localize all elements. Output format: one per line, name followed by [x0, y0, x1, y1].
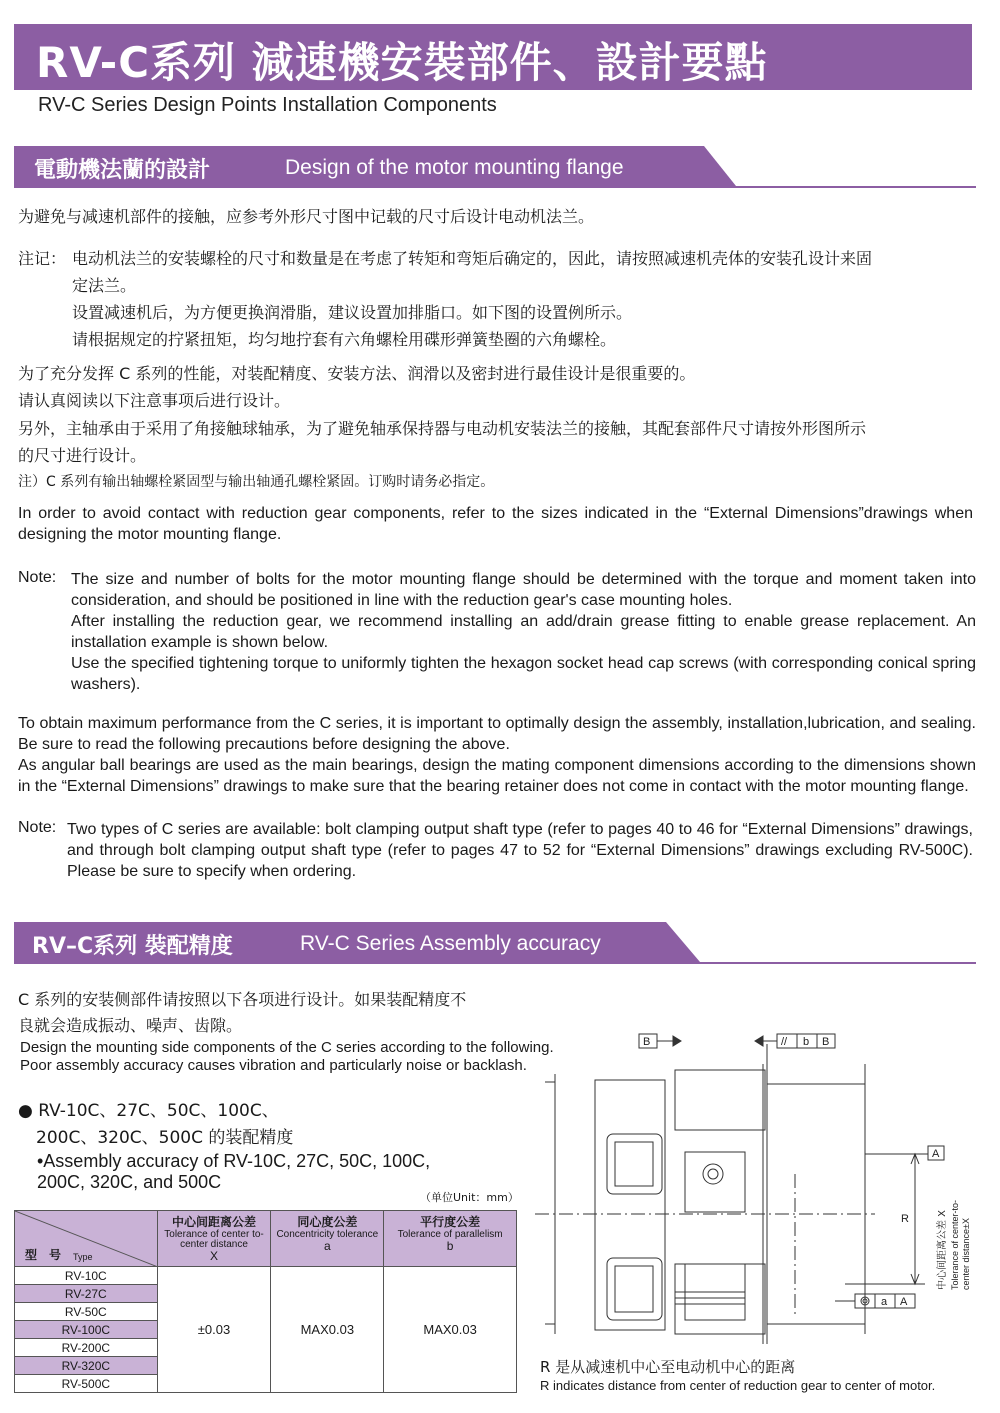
table-row-type: RV-320C	[15, 1357, 158, 1375]
col-concentricity-header	[271, 1211, 384, 1267]
table-row-type: RV-27C	[15, 1285, 158, 1303]
side-label-en-2: center distance±X	[961, 1218, 971, 1290]
caption-en: R indicates distance from center of reduction gear to center of motor.	[540, 1378, 936, 1393]
datum-a-label: A	[932, 1148, 940, 1160]
table-row-type: RV-500C	[15, 1375, 158, 1393]
value-concentricity: MAX0.03	[271, 1267, 384, 1393]
en-note2-label: Note:	[18, 819, 57, 836]
type-header-cn: 型 号	[25, 1248, 62, 1262]
parallel-datum-label: B	[822, 1036, 830, 1048]
side-label-en-1: Tolerance of center-to-	[950, 1199, 960, 1290]
section2-underline	[14, 962, 976, 964]
cn-paragraph-2-line-2: 请认真阅读以下注意事项后进行设计。	[18, 391, 291, 410]
col3-cn: 平行度公差	[420, 1215, 481, 1229]
page-title: RV-C系列 減速機安裝部件、設計要點	[36, 38, 768, 87]
col1-en: Tolerance of center to-center distance	[164, 1229, 264, 1250]
r-dimension-label: R	[901, 1213, 909, 1225]
concentricity-datum-label: A	[900, 1296, 908, 1308]
cn-note-line-4: 请根据规定的拧紧扭矩，均匀地拧套有六角螺栓用碟形弹簧垫圈的六角螺栓。	[72, 330, 617, 349]
bullet-cn-line-2: 200C、320C、500C 的装配精度	[36, 1128, 294, 1148]
en-paragraph-3: As angular ball bearings are used as the main bearings, design the mating component dimensions according to the dimensions shown in the “External Dimensions” drawings to make sure that the bearing retainer does not come in contact with the motor mounting flange.	[18, 757, 976, 795]
col2-cn: 同心度公差	[297, 1215, 358, 1229]
value-center-distance: ±0.03	[157, 1267, 271, 1393]
caption-cn: R 是从减速机中心至电动机中心的距离	[540, 1358, 796, 1376]
s2-cn-line-1: C 系列的安装侧部件请按照以下各项进行设计。如果装配精度不	[18, 990, 467, 1009]
table-row-type: RV-100C	[15, 1321, 158, 1339]
bullet-en-line-2: 200C, 320C, and 500C	[37, 1172, 222, 1192]
cn-paragraph-2-line-4: 的尺寸进行设计。	[18, 446, 147, 465]
section2-title-en: RV-C Series Assembly accuracy	[300, 932, 601, 955]
en-paragraph-2: To obtain maximum performance from the C series, it is important to optimally design the assembly, installation,lubrication, and sealing. Be sure to read the following precautions before designing the above.	[18, 715, 976, 753]
col1-cn: 中心间距离公差	[172, 1215, 257, 1229]
cn-paragraph-2-line-1: 为了充分发挥 C 系列的性能，对装配精度、安装方法、润滑以及密封进行最佳设计是很重要的。	[18, 364, 696, 383]
col2-sym: a	[323, 1239, 331, 1253]
side-label-cn: 中心间距离公差 X	[937, 1209, 948, 1290]
col-center-distance-header	[157, 1211, 271, 1267]
col2-en: Concentricity tolerance	[276, 1229, 379, 1240]
bullet-cn-line-1: ● RV-10C、27C、50C、100C、	[18, 1101, 279, 1121]
cn-note-line-1: 电动机法兰的安装螺栓的尺寸和数量是在考虑了转矩和弯矩后确定的，因此，请按照减速机壳体的安装孔设计来固	[72, 249, 873, 268]
s2-en-line-1: Design the mounting side components of the C series according to the following.	[20, 1039, 554, 1056]
en-note2-paragraph: Two types of C series are available: bolt clamping output shaft type (refer to pages 40 to 46 for “External Dimensions” drawings, and through bolt clamping output shaft type (refer to pages 47 to 52 for “External Dimensions” drawings excluding RV-500C). Please be sure to specify when ordering.	[67, 821, 973, 880]
parallel-b-label: b	[803, 1036, 810, 1048]
en-paragraph-1: In order to avoid contact with reduction gear components, refer to the sizes indicated in the “External Dimensions”drawings when designing the motor mounting flange.	[18, 505, 973, 543]
assembly-drawing	[535, 1024, 985, 1354]
type-header	[15, 1211, 158, 1267]
en-note-label: Note:	[18, 569, 57, 586]
datum-b-label: B	[643, 1036, 651, 1048]
table-row-type: RV-10C	[15, 1267, 158, 1285]
page-subtitle: RV-C Series Design Points Installation Components	[38, 94, 497, 116]
cn-note-line-3: 设置减速机后，为方便更换润滑脂，建议设置加排脂口。如下图的设置例所示。	[72, 303, 633, 322]
parallel-symbol: //	[781, 1036, 788, 1048]
en-note-paragraph-1: The size and number of bolts for the motor mounting flange should be determined with the torque and moment taken into consideration, and should be positioned in line with the reduction gear's case mounting holes.	[71, 571, 976, 609]
col3-en: Tolerance of parallelism	[397, 1229, 503, 1240]
bullet-en-line-1: •Assembly accuracy of RV-10C, 27C, 50C, 100C,	[37, 1151, 431, 1171]
section1-title-en: Design of the motor mounting flange	[285, 156, 624, 179]
en-note-paragraph-3: Use the specified tightening torque to uniformly tighten the hexagon socket head cap screws (with corresponding conical spring washers).	[71, 655, 976, 693]
s2-en-line-2: Poor assembly accuracy causes vibration and particularly noise or backlash.	[20, 1057, 527, 1074]
col-parallelism-header	[384, 1211, 517, 1267]
section1-title-cn: 電動機法蘭的設計	[34, 158, 211, 183]
table-row-type: RV-50C	[15, 1303, 158, 1321]
type-header-en: Type	[73, 1252, 93, 1262]
en-note-paragraph-2: After installing the reduction gear, we recommend installing an add/drain grease fitting to enable grease replacement. An installation example is shown below.	[71, 613, 976, 651]
col1-sym: X	[210, 1249, 219, 1263]
section1-underline	[14, 186, 976, 188]
cn-paragraph-3: 注）C 系列有输出轴螺栓紧固型与输出轴通孔螺栓紧固。订购时请务必指定。	[18, 474, 495, 490]
s2-cn-line-2: 良就会造成振动、噪声、齿隙。	[18, 1016, 243, 1035]
section2-title-cn: RV–C系列 裝配精度	[32, 934, 233, 959]
table-row-type: RV-200C	[15, 1339, 158, 1357]
col3-sym: b	[446, 1239, 454, 1253]
cn-note-label: 注记：	[18, 249, 67, 268]
unit-label: （单位Unit：mm）	[420, 1191, 519, 1204]
accuracy-table	[14, 1210, 517, 1393]
cn-paragraph-2-line-3: 另外，主轴承由于采用了角接触球轴承，为了避免轴承保持器与电动机安装法兰的接触，其配套部件尺寸请按外形图所示	[18, 419, 867, 438]
cn-paragraph-1: 为避免与减速机部件的接触，应参考外形尺寸图中记载的尺寸后设计电动机法兰。	[18, 207, 595, 226]
value-parallelism: MAX0.03	[384, 1267, 517, 1393]
cn-note-line-2: 定法兰。	[72, 276, 137, 295]
concentricity-a-label: a	[881, 1296, 888, 1308]
